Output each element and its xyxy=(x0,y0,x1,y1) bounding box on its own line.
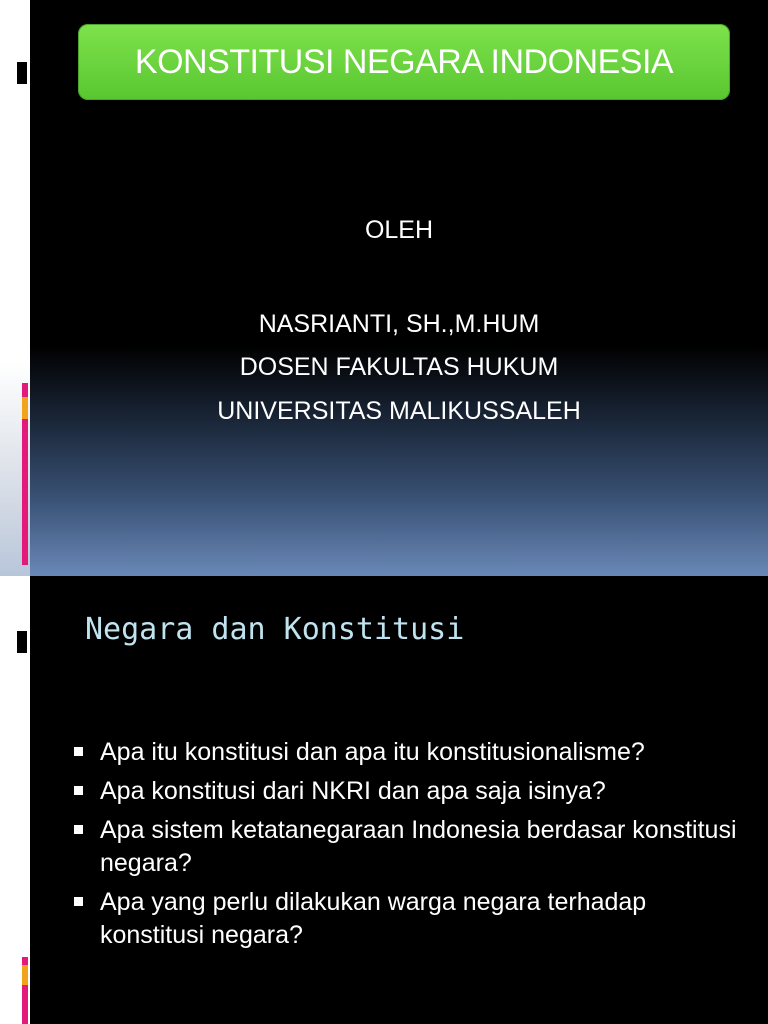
presentation-title: KONSTITUSI NEGARA INDONESIA xyxy=(134,42,674,81)
slide-heading: Negara dan Konstitusi xyxy=(85,612,465,647)
slide-edge-strip xyxy=(0,576,30,1024)
square-bullet-icon xyxy=(74,786,83,795)
list-item xyxy=(72,775,752,808)
square-bullet-icon xyxy=(74,825,83,834)
list-item xyxy=(72,736,752,769)
edge-mark xyxy=(17,62,27,84)
square-bullet-icon xyxy=(74,897,83,906)
list-item-text: Apa konstitusi dari NKRI dan apa saja isinya? xyxy=(100,777,606,805)
edge-mark xyxy=(17,631,27,653)
author-position: DOSEN FAKULTAS HUKUM xyxy=(239,353,559,381)
accent-stripes xyxy=(22,383,28,565)
list-item-text: Apa itu konstitusi dan apa itu konstitusionalisme? xyxy=(100,738,645,766)
list-item xyxy=(72,886,752,952)
by-label: OLEH xyxy=(364,216,434,244)
author-institution: UNIVERSITAS MALIKUSSALEH xyxy=(217,397,581,425)
slide-edge-strip xyxy=(0,0,30,576)
list-item-text: Apa sistem ketatanegaraan Indonesia berdasar konstitusi negara? xyxy=(100,816,737,877)
list-item xyxy=(72,814,752,880)
bullet-list xyxy=(72,736,752,958)
square-bullet-icon xyxy=(74,747,83,756)
list-item-text: Apa yang perlu dilakukan warga negara terhadap konstitusi negara? xyxy=(100,888,647,949)
slide-content xyxy=(0,576,768,1024)
author-name: NASRIANTI, SH.,M.HUM xyxy=(258,310,540,338)
title-box xyxy=(78,24,730,100)
accent-stripes xyxy=(22,957,28,1024)
